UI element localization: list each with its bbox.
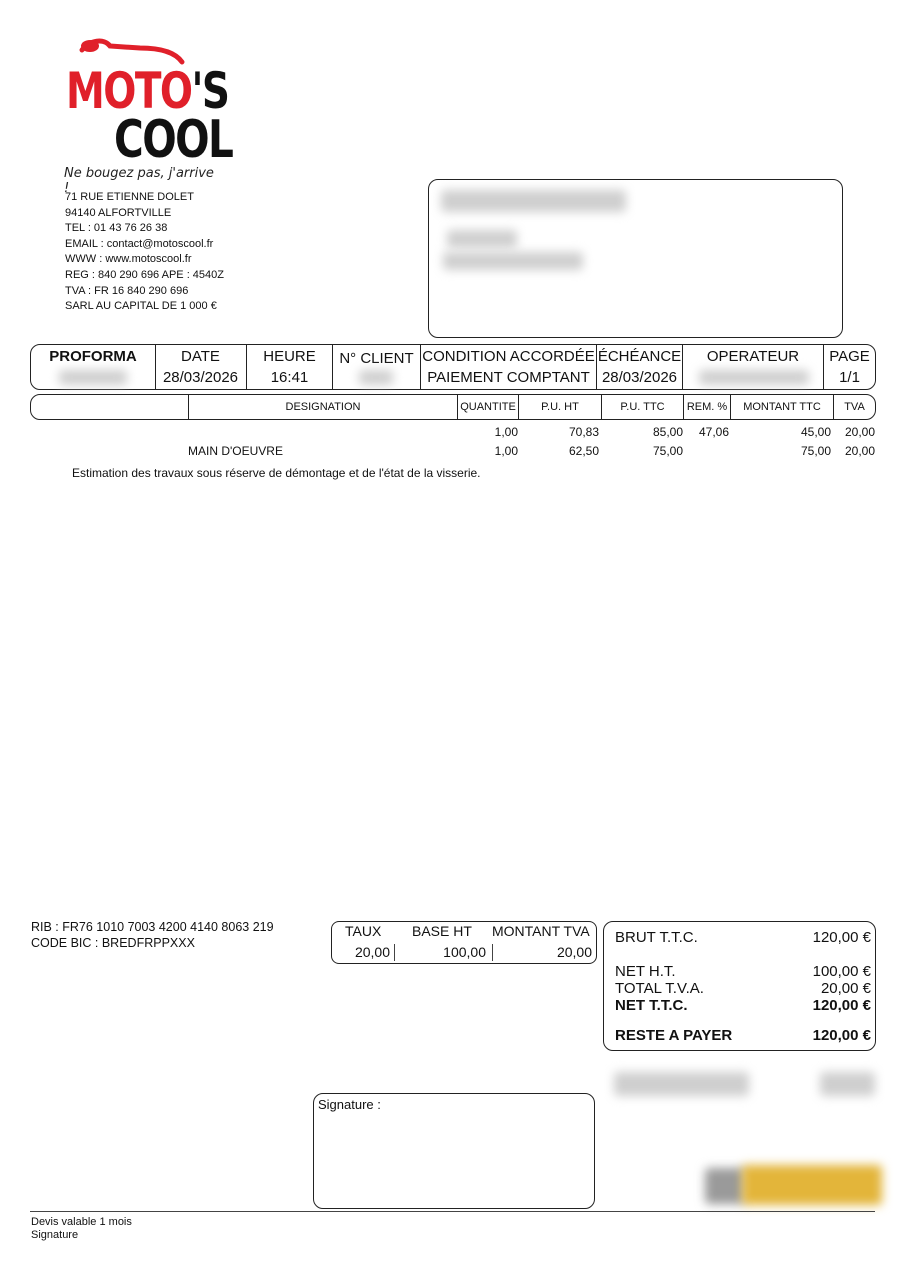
tva-montant-label: MONTANT TVA [492,923,590,939]
line-rem: 47,06 [698,425,729,439]
line-designation: MAIN D'OEUVRE [188,444,283,458]
header-operateur [683,345,823,389]
document-header-table [30,344,876,390]
condition-label: CONDITION ACCORDÉE [422,348,595,365]
col-pu-ht: P.U. HT [541,401,579,413]
logo-text-cool: COOL [114,110,233,170]
table-row [0,444,906,462]
col-tva: TVA [844,401,865,413]
redacted-client-number [359,370,393,385]
line-pu-ht: 70,83 [568,425,599,439]
header-date [156,345,245,389]
redacted-proforma-number [59,370,127,385]
net-ht-value: 100,00 € [812,963,871,980]
line-tva: 20,00 [844,425,875,439]
redacted-operator-name [699,370,809,385]
signature-box[interactable] [313,1093,595,1209]
redacted-client-line [443,252,583,270]
col-pu-ttc: P.U. TTC [620,401,665,413]
brut-ttc-label: BRUT T.T.C. [615,929,698,946]
net-ttc-label: NET T.T.C. [615,997,688,1014]
date-value: 28/03/2026 [162,369,239,386]
bic-code: CODE BIC : BREDFRPPXXX [31,936,195,950]
col-rem: REM. % [686,401,728,413]
address-line: REG : 840 290 696 APE : 4540Z [65,268,224,281]
redacted-client-line [447,230,517,248]
net-ttc-value: 120,00 € [812,997,871,1014]
footer [31,1216,132,1242]
address-line: WWW : www.motoscool.fr [65,253,192,266]
estimate-note: Estimation des travaux sous réserve de démontage et de l'état de la visserie. [72,466,481,480]
page-value: 1/1 [839,369,860,386]
total-tva-value: 20,00 € [820,980,871,997]
heure-label: HEURE [263,348,316,365]
header-condition [421,345,596,389]
proforma-label: PROFORMA [49,348,137,365]
date-label: DATE [181,348,220,365]
condition-value: PAIEMENT COMPTANT [427,369,590,386]
header-echeance [597,345,682,389]
line-quantite: 1,00 [494,444,518,458]
address-line: TVA : FR 16 840 290 696 [65,284,189,297]
rib: RIB : FR76 1010 7003 4200 4140 8063 219 [31,920,274,934]
address-line: 71 RUE ETIENNE DOLET [65,191,194,203]
line-pu-ht: 62,50 [568,444,599,458]
tva-base-label: BASE HT [412,923,472,939]
line-pu-ttc: 85,00 [652,425,683,439]
totals-box [603,921,876,1051]
tva-base-value: 100,00 [443,944,486,960]
redacted-stamp [705,1168,745,1204]
signature-label: Signature : [318,1097,381,1112]
table-row [0,425,906,443]
client-label: N° CLIENT [339,350,414,367]
redacted-stamp-logo [742,1165,882,1205]
redacted-payment-info [614,1072,749,1096]
line-tva: 20,00 [844,444,875,458]
header-heure [247,345,332,389]
page-label: PAGE [829,348,870,365]
logo-text-moto: MOTO'S [66,62,229,120]
brut-ttc-value: 120,00 € [812,929,871,946]
echeance-value: 28/03/2026 [601,369,678,386]
address-line: 94140 ALFORTVILLE [65,206,172,219]
col-quantite: QUANTITE [460,401,516,413]
address-line: SARL AU CAPITAL DE 1 000 € [65,300,217,313]
line-montant-ttc: 45,00 [800,425,831,439]
company-tagline: Ne bougez pas, j'arrive ! [64,166,214,196]
col-montant-ttc: MONTANT TTC [743,401,821,413]
tva-breakdown-table [331,921,597,964]
tva-taux-label: TAUX [345,923,382,939]
company-address [65,190,224,315]
address-line: TEL : 01 43 76 26 38 [65,222,168,235]
header-proforma [31,345,155,389]
header-client [333,345,420,389]
company-logo [60,36,233,196]
operateur-label: OPERATEUR [706,348,800,365]
tva-taux-value: 20,00 [354,944,390,960]
header-page [824,345,875,389]
total-tva-label: TOTAL T.V.A. [615,980,704,997]
bank-details [31,919,274,951]
line-pu-ttc: 75,00 [652,444,683,458]
echeance-label: ÉCHÉANCE [597,348,682,365]
reste-a-payer-value: 120,00 € [812,1027,871,1044]
redacted-payment-amount [820,1072,875,1096]
validity-note: Devis valable 1 mois [31,1216,132,1228]
redacted-client-name [441,190,626,212]
net-ht-label: NET H.T. [615,963,676,980]
lines-column-header [30,394,876,420]
line-quantite: 1,00 [494,425,518,439]
tva-montant-value: 20,00 [556,944,592,960]
client-address-box [428,179,843,338]
address-line: EMAIL : contact@motoscool.fr [65,237,214,250]
col-designation: DESIGNATION [285,401,361,413]
footer-signature-label: Signature [31,1229,79,1241]
line-montant-ttc: 75,00 [800,444,831,458]
heure-value: 16:41 [270,369,309,386]
footer-divider [30,1211,875,1212]
reste-a-payer-label: RESTE A PAYER [615,1027,733,1044]
